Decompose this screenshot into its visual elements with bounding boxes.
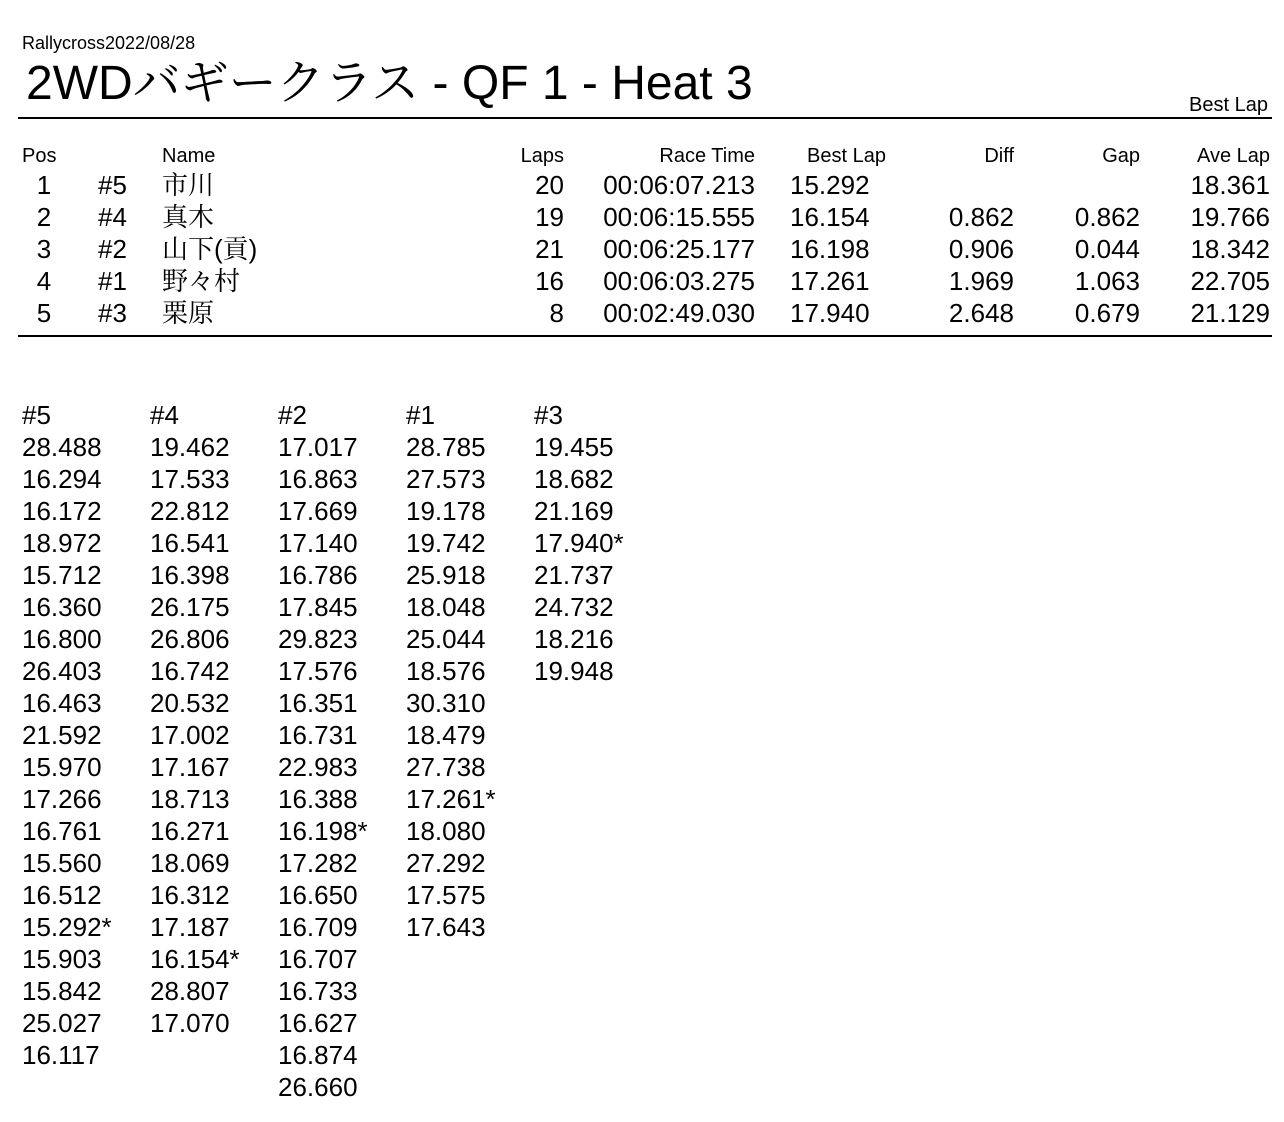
lap-time: 17.070 (150, 1008, 230, 1038)
lap-time: 18.479 (406, 720, 486, 750)
col-header-diff: Diff (984, 145, 1014, 167)
lap-time: 16.463 (22, 688, 102, 718)
result-row (0, 233, 1284, 265)
lap-time: 18.713 (150, 784, 230, 814)
lap-time: 28.807 (150, 976, 230, 1006)
lap-time: 26.806 (150, 624, 230, 654)
lap-time: 25.027 (22, 1008, 102, 1038)
result-best-lap: 17.940 (790, 298, 870, 328)
report-type-label: Best Lap (1189, 94, 1268, 116)
result-race-time: 00:06:07.213 (603, 170, 755, 200)
lap-time: 16.351 (278, 688, 358, 718)
lap-column-car-number: #4 (150, 400, 179, 430)
lap-time: 16.707 (278, 944, 358, 974)
lap-time: 17.576 (278, 656, 358, 686)
result-best-lap: 16.198 (790, 234, 870, 264)
result-gap: 0.862 (1074, 202, 1140, 232)
lap-time: 27.292 (406, 848, 486, 878)
lap-time: 17.002 (150, 720, 230, 750)
lap-time: 16.294 (22, 464, 102, 494)
lap-time: 29.823 (278, 624, 358, 654)
event-date: Rallycross2022/08/28 (22, 33, 196, 53)
lap-time: 16.627 (278, 1008, 358, 1038)
lap-time: 16.312 (150, 880, 230, 910)
lap-time: 16.742 (150, 656, 230, 686)
lap-time: 16.731 (278, 720, 358, 750)
lap-time: 18.576 (406, 656, 486, 686)
header-divider (18, 117, 1272, 119)
result-pos: 5 (36, 298, 52, 328)
lap-time: 26.403 (22, 656, 102, 686)
lap-time: 24.732 (534, 592, 614, 622)
lap-column-car-number: #5 (22, 400, 51, 430)
result-car-number: #5 (98, 170, 127, 200)
result-row (0, 297, 1284, 329)
result-pos: 2 (36, 202, 52, 232)
result-row (0, 169, 1284, 201)
lap-time: 16.786 (278, 560, 358, 590)
lap-time: 28.488 (22, 432, 102, 462)
lap-time: 17.261* (406, 784, 496, 814)
result-pos: 1 (36, 170, 52, 200)
lap-time: 17.282 (278, 848, 358, 878)
lap-time: 17.669 (278, 496, 358, 526)
lap-column (150, 399, 274, 1039)
lap-time: 16.512 (22, 880, 102, 910)
lap-time: 26.660 (278, 1072, 358, 1102)
result-driver-name: 野々村 (162, 266, 241, 296)
lap-column (22, 399, 146, 1071)
lap-time: 21.169 (534, 496, 614, 526)
lap-column (406, 399, 530, 943)
result-car-number: #3 (98, 298, 127, 328)
result-gap: 0.679 (1074, 298, 1140, 328)
lap-time: 16.541 (150, 528, 230, 558)
lap-time: 30.310 (406, 688, 486, 718)
lap-time: 16.650 (278, 880, 358, 910)
lap-time: 20.532 (150, 688, 230, 718)
lap-time: 17.167 (150, 752, 230, 782)
lap-time: 17.140 (278, 528, 358, 558)
lap-time: 15.292* (22, 912, 112, 942)
lap-time: 19.455 (534, 432, 614, 462)
lap-time: 16.117 (22, 1040, 100, 1070)
result-driver-name: 栗原 (162, 298, 215, 328)
result-car-number: #2 (98, 234, 127, 264)
lap-time: 17.940* (534, 528, 624, 558)
lap-time: 18.216 (534, 624, 614, 654)
lap-column (278, 399, 402, 1103)
results-header-row (0, 143, 1284, 169)
lap-time: 15.842 (22, 976, 102, 1006)
lap-time: 16.388 (278, 784, 358, 814)
lap-column (534, 399, 658, 687)
result-best-lap: 17.261 (790, 266, 870, 296)
result-laps: 16 (535, 266, 564, 296)
result-diff: 0.906 (948, 234, 1014, 264)
result-gap: 0.044 (1074, 234, 1140, 264)
lap-time: 28.785 (406, 432, 486, 462)
lap-time: 18.972 (22, 528, 102, 558)
lap-time: 16.863 (278, 464, 358, 494)
lap-time: 21.737 (534, 560, 614, 590)
lap-time: 16.198* (278, 816, 368, 846)
lap-time: 22.983 (278, 752, 358, 782)
lap-time: 16.154* (150, 944, 240, 974)
result-race-time: 00:06:15.555 (603, 202, 755, 232)
lap-time: 15.903 (22, 944, 102, 974)
lap-time: 18.682 (534, 464, 614, 494)
result-race-time: 00:06:25.177 (603, 234, 755, 264)
lap-time: 17.533 (150, 464, 230, 494)
lap-time: 16.172 (22, 496, 102, 526)
page-title: 2WDバギークラス - QF 1 - Heat 3 (26, 57, 753, 110)
lap-time: 21.592 (22, 720, 102, 750)
lap-time: 17.643 (406, 912, 486, 942)
result-driver-name: 山下(貢) (162, 234, 258, 264)
lap-time: 18.080 (406, 816, 486, 846)
lap-time: 16.800 (22, 624, 102, 654)
lap-time: 16.271 (150, 816, 230, 846)
lap-time: 26.175 (150, 592, 230, 622)
col-header-best-lap: Best Lap (807, 145, 886, 167)
result-laps: 19 (535, 202, 564, 232)
lap-time: 15.560 (22, 848, 102, 878)
lap-time: 19.462 (150, 432, 230, 462)
results-table (0, 143, 1284, 329)
result-diff: 0.862 (948, 202, 1014, 232)
result-row (0, 201, 1284, 233)
lap-time: 17.017 (278, 432, 358, 462)
lap-time: 22.812 (150, 496, 230, 526)
result-gap: 1.063 (1074, 266, 1140, 296)
col-header-ave-lap: Ave Lap (1196, 145, 1270, 167)
lap-time: 17.266 (22, 784, 102, 814)
lap-column-car-number: #2 (278, 400, 307, 430)
result-ave-lap: 18.342 (1190, 234, 1270, 264)
lap-time: 18.069 (150, 848, 230, 878)
lap-time: 15.970 (22, 752, 102, 782)
result-diff: 2.648 (948, 298, 1014, 328)
result-laps: 21 (535, 234, 564, 264)
lap-time: 19.948 (534, 656, 614, 686)
col-header-gap: Gap (1102, 145, 1140, 167)
lap-time: 16.709 (278, 912, 358, 942)
col-header-race-time: Race Time (659, 145, 755, 167)
lap-time: 16.733 (278, 976, 358, 1006)
lap-time: 16.398 (150, 560, 230, 590)
result-laps: 8 (549, 298, 564, 328)
lap-time: 17.187 (150, 912, 230, 942)
lap-time: 16.761 (22, 816, 102, 846)
lap-time: 19.178 (406, 496, 486, 526)
result-ave-lap: 21.129 (1190, 298, 1270, 328)
result-laps: 20 (535, 170, 564, 200)
lap-time: 25.918 (406, 560, 486, 590)
result-driver-name: 真木 (162, 202, 215, 232)
lap-time: 25.044 (406, 624, 486, 654)
result-car-number: #4 (98, 202, 127, 232)
lap-column-car-number: #1 (406, 400, 435, 430)
results-divider (18, 335, 1272, 337)
lap-time: 19.742 (406, 528, 486, 558)
result-driver-name: 市川 (162, 170, 215, 200)
lap-time: 16.360 (22, 592, 102, 622)
lap-time: 17.845 (278, 592, 358, 622)
col-header-pos: Pos (22, 145, 57, 167)
result-pos: 4 (36, 266, 52, 296)
lap-time: 16.874 (278, 1040, 358, 1070)
result-best-lap: 16.154 (790, 202, 870, 232)
lap-time: 27.573 (406, 464, 486, 494)
result-diff: 1.969 (948, 266, 1014, 296)
result-best-lap: 15.292 (790, 170, 870, 200)
col-header-laps: Laps (520, 145, 564, 167)
result-race-time: 00:06:03.275 (603, 266, 755, 296)
result-ave-lap: 18.361 (1190, 170, 1270, 200)
result-pos: 3 (36, 234, 52, 264)
col-header-name: Name (162, 145, 216, 167)
result-ave-lap: 22.705 (1190, 266, 1270, 296)
result-ave-lap: 19.766 (1190, 202, 1270, 232)
result-row (0, 265, 1284, 297)
lap-column-car-number: #3 (534, 400, 563, 430)
lap-time: 27.738 (406, 752, 486, 782)
lap-time: 17.575 (406, 880, 486, 910)
lap-time: 15.712 (22, 560, 102, 590)
result-race-time: 00:02:49.030 (603, 298, 755, 328)
result-car-number: #1 (98, 266, 127, 296)
lap-time: 18.048 (406, 592, 486, 622)
